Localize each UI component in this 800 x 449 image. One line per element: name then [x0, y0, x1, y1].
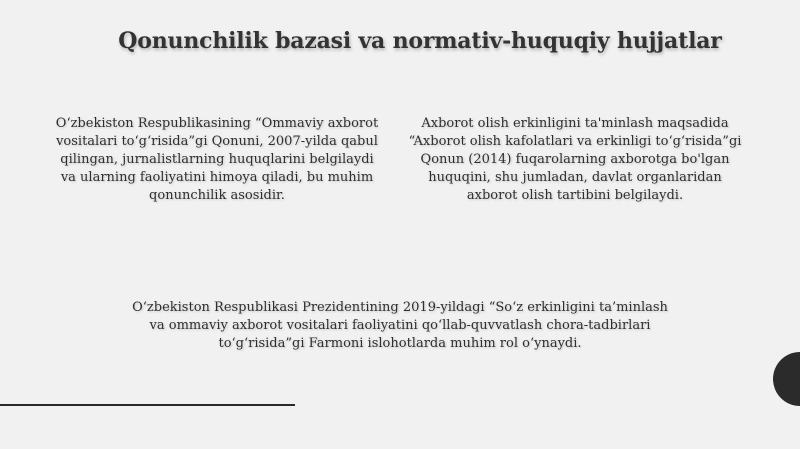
- paragraph-presidential-decree: O‘zbekiston Respublikasi Prezidentining 2019-yildagi “So‘z erkinligini ta’minlash va ommaviy axborot vositalari faoliyatini qo‘llab-quvvatlash chora-tadbirlari to‘g‘risida”gi Farmoni islohotlarda muhim rol o‘ynaydi.: [132, 300, 668, 351]
- decorative-divider-line: [0, 404, 295, 406]
- paragraph-media-law: O‘zbekiston Respublikasining “Ommaviy axborot vositalari to‘g‘risida”gi Qonuni, 2007-yilda qabul qilingan, jurnalistlarning huquqlarini belgilaydi va ularning faoliyatini himoya qiladi, bu muhim qonunchilik asosidir.: [55, 116, 379, 203]
- slide-title: Qonunchilik bazasi va normativ-huquqiy hujjatlar: [118, 28, 722, 54]
- paragraph-information-access-law: Axborot olish erkinligini ta'minlash maqsadida “Axborot olish kafolatlari va erkinligi to‘g‘risida”gi Qonun (2014) fuqarolarning axborotga bo'lgan huquqini, shu jumladan, davlat organlaridan axborot olish tartibini belgilaydi.: [408, 116, 742, 203]
- decorative-circle: [773, 352, 800, 406]
